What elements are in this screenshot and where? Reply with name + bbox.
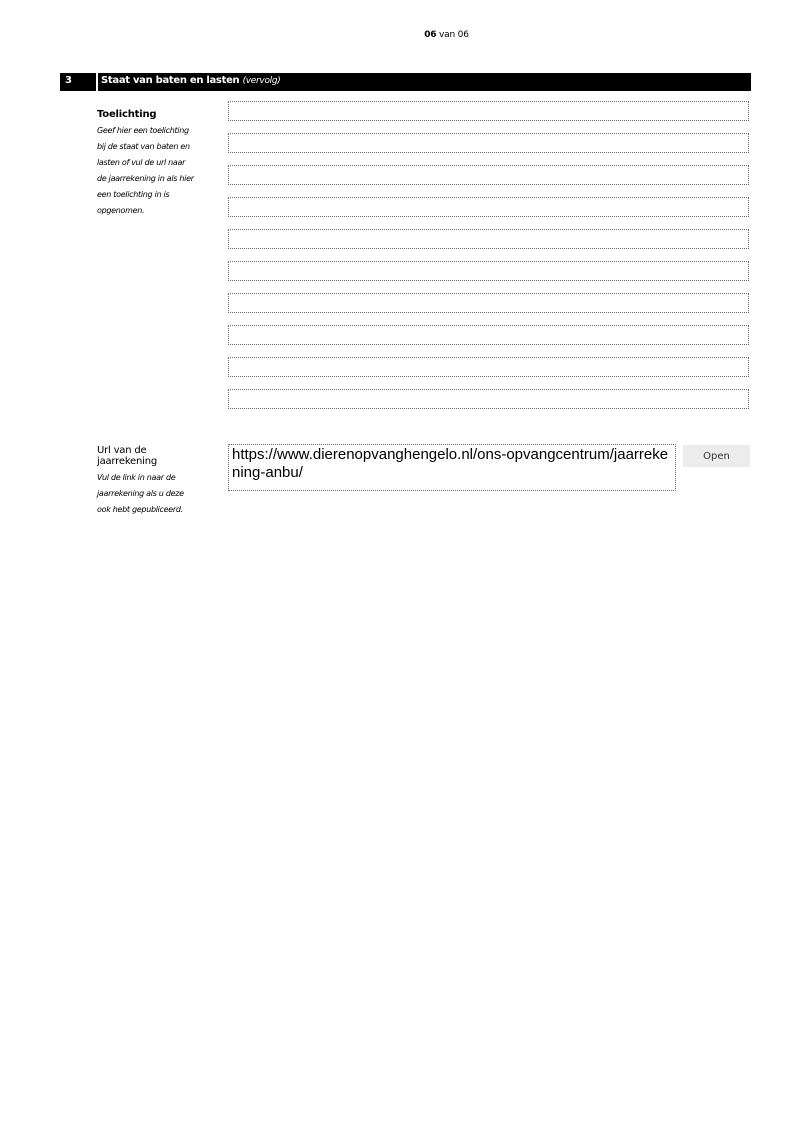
toelichting-help-line: een toelichting in is [97,190,170,199]
url-help-line: Vul de link in naar de [97,473,176,482]
section-title [101,75,281,86]
toelichting-help-line: de jaarrekening in als hier [97,174,194,183]
toelichting-help [97,123,209,219]
page-total: 06 [457,30,469,40]
open-url-button[interactable]: Open [683,445,750,467]
jaarrekening-url-input[interactable]: https://www.dierenopvanghengelo.nl/ons-opvangcentrum/jaarrekening-anbu/ [228,444,676,491]
section-number: 3 [65,75,72,86]
url-help [97,470,209,518]
toelichting-help-line: bij de staat van baten en [97,142,190,151]
url-label: Url van de jaarrekening [97,445,158,467]
url-label-block [97,445,209,518]
toelichting-help-line: Geef hier een toelichting [97,126,189,135]
toelichting-help-line: lasten of vul de url naar [97,158,186,167]
toelichting-field-9[interactable] [228,357,749,377]
toelichting-help-line: opgenomen. [97,206,145,215]
section-header-bar [60,73,751,91]
page-separator: van [439,30,455,40]
section-divider [96,73,98,91]
toelichting-field-6[interactable] [228,261,749,281]
toelichting-field-3[interactable] [228,165,749,185]
url-help-line: ook hebt gepubliceerd. [97,505,183,514]
section-subtitle: (vervolg) [242,76,281,86]
page-current: 06 [424,30,437,40]
toelichting-field-1[interactable] [228,101,749,121]
toelichting-field-2[interactable] [228,133,749,153]
section-title-text: Staat van baten en lasten [101,75,240,86]
toelichting-field-7[interactable] [228,293,749,313]
toelichting-field-8[interactable] [228,325,749,345]
page-number [0,30,793,40]
toelichting-label: Toelichting [97,109,157,120]
toelichting-field-5[interactable] [228,229,749,249]
url-help-line: jaarrekening als u deze [97,489,184,498]
toelichting-label-block [97,109,209,219]
toelichting-field-10[interactable] [228,389,749,409]
toelichting-field-4[interactable] [228,197,749,217]
